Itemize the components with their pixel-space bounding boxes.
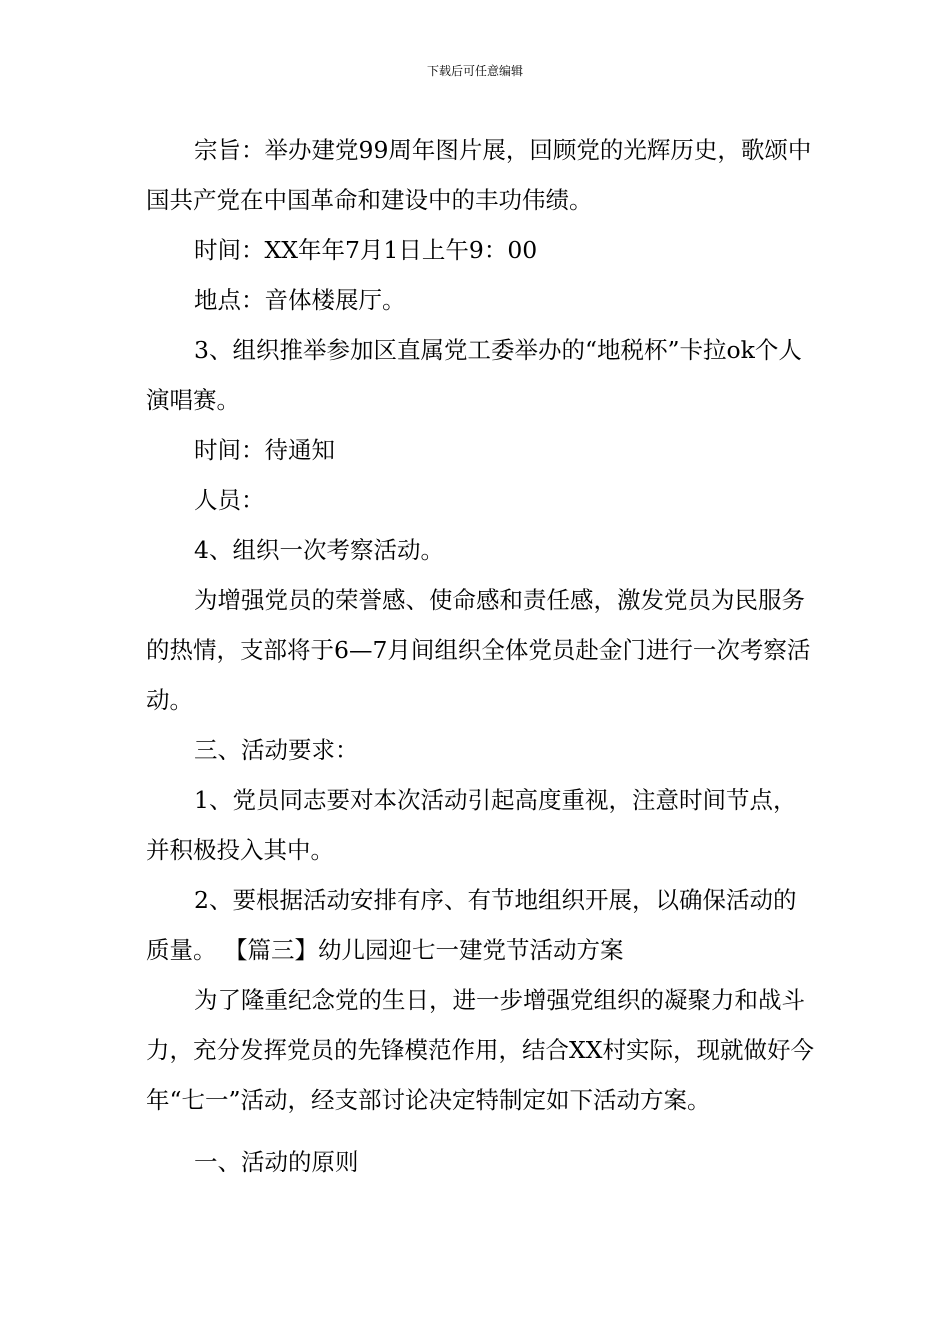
paragraph-principles-heading: 一、活动的原则 <box>194 1148 359 1176</box>
paragraph-requirement-1: 1、党员同志要对本次活动引起高度重视，注意时间节点，并积极投入其中。 <box>146 786 797 864</box>
paragraph-purpose: 宗旨：举办建党99周年图片展，回顾党的光辉历史，歌颂中国共产党在中国革命和建设中的丰功伟绩。 <box>146 136 812 214</box>
paragraph-inspection-detail: 为增强党员的荣誉感、使命感和责任感，激发党员为民服务的热情，支部将于6—7月间组织全体党员赴金门进行一次考察活动。 <box>146 586 811 714</box>
paragraph-time-tbd: 时间：待通知 <box>194 436 335 464</box>
document-body <box>146 125 816 1187</box>
paragraph-requirements-heading: 三、活动要求： <box>194 736 359 764</box>
paragraph-inspection: 4、组织一次考察活动。 <box>194 536 444 564</box>
paragraph-requirement-2: 2、要根据活动安排有序、有节地组织开展，以确保活动的质量。 【篇三】幼儿园迎七一建党节活动方案 <box>146 886 797 964</box>
paragraph-karaoke: 3、组织推举参加区直属党工委举办的“地税杯”卡拉ok个人演唱赛。 <box>146 336 802 414</box>
paragraph-time: 时间：XX年年7月1日上午9：00 <box>194 236 538 264</box>
paragraph-personnel: 人员： <box>194 486 265 514</box>
paragraph-intro: 为了隆重纪念党的生日，进一步增强党组织的凝聚力和战斗力，充分发挥党员的先锋模范作用，结合XX村实际，现就做好今年“七一”活动，经支部讨论决定特制定如下活动方案。 <box>146 986 814 1114</box>
paragraph-location: 地点：音体楼展厅。 <box>194 286 406 314</box>
page-header: 下载后可任意编辑 <box>426 64 523 78</box>
